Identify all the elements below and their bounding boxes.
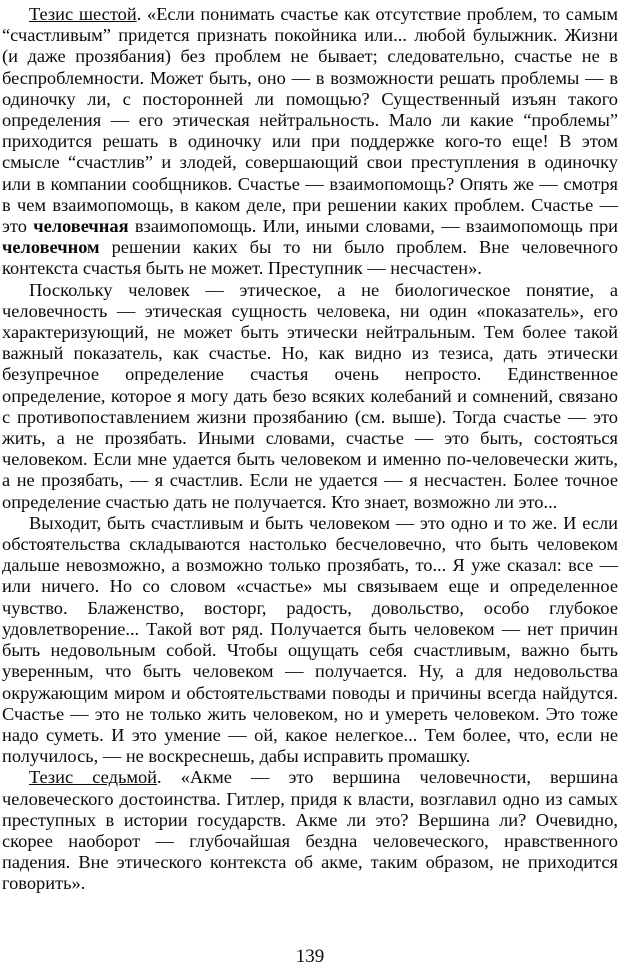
text-segment-underline: Тезис шестой [29, 4, 137, 24]
text-segment-normal: решении каких бы то ни было проблем. Вне человечного контекста счастья быть не может. Преступник — несчастен». [2, 237, 618, 279]
paragraph-conclusion [2, 513, 618, 767]
text-segment-underline: Тезис седьмой [29, 767, 158, 788]
text-segment-normal: взаимопомощь. Или, иными словами, — взаимопомощь при [128, 216, 618, 237]
text-segment-normal: . «Если понимать счастье как отсутствие проблем, то самым “счастливым” придется признать покойника или... любой булыжник. Жизни (и даже прозябания) без проблем не бывает; следовательно, счастье не в беспроблемности. Может быть, оно — в возможности решать проблемы — в одиночку ли, с посторонней ли помощью? Существенный изъян такого определения — его этическая нейтральность. Мало ли какие “проблемы” приходится решать в одиночку или при поддержке кого-то еще! В этом смысле “счастлив” и злодей, совершающий свои преступления в одиночку или в компании сообщников. Счастье — взаимопомощь? Опять же — смотря в чем взаимопомощь, в каком деле, при решении каких проблем. Счастье — это [2, 4, 618, 237]
page-number: 139 [295, 946, 325, 967]
text-segment-normal: Выходит, быть счастливым и быть человеком — это одно и то же. И если обстоятельства складываются настолько бесчеловечно, что быть человеком дальше невозможно, а возможно только прозябать, то... Я уже сказал: все — или ничего. Но со словом «счастье» мы связываем еще и определенное чувство. Блаженство, восторг, радость, довольство, особо глубокое удовлетворение... Такой вот ряд. Получается быть человеком — нет причин быть недовольным собой. Чтобы ощущать себя счастливым, важно быть уверенным, что быть человеком — получается. Ну, а для недовольства окружающим миром и обстоятельствами поводы и причины всегда найдутся. Счастье — это не только жить человеком, но и умереть человеком. Это тоже надо суметь. И это умение — ой, какое нелегкое... Тем более, что, если не получилось, — не воскреснешь, дабы исправить промашку. [2, 512, 618, 767]
paragraph-thesis-seven [2, 767, 618, 894]
text-segment-normal: Поскольку человек — этическое, а не биологическое понятие, а человечность — этическая сущность человека, ни один «показатель», его характеризующий, не может быть этически нейтральным. Тем более такой важный показатель, как счастье. Но, как видно из тезиса, дать этически безупречное определение счастья очень непросто. Единственное определение, которое я могу дать безо всяких колебаний и сомнений, связано с противопоставлением жизни прозябанию (см. выше). Тогда счастье — это жить, а не прозябать. Иными словами, счастье — это быть, состояться человеком. Если мне удается быть человеком и именно по-человечески жить, а не прозябать, — я счастлив. Если не удается — я несчастен. Более точное определение счастью дать не получается. Кто знает, возможно ли это... [2, 279, 618, 512]
text-segment-normal: . «Акме — это вершина человечности, вершина человеческого достоинства. Гитлер, придя к власти, возглавил одно из самых преступных в истории государств. Акме ли это? Вершина ли? Очевидно, скорее наоборот — глубочайшая бездна человеческого, нравственного падения. Вне этического контекста об акме, таким образом, не приходится говорить». [2, 767, 619, 894]
paragraph-thesis-six [2, 4, 618, 280]
paragraph-ethics-definition [2, 280, 618, 513]
text-segment-bold: человечная [33, 216, 129, 237]
text-segment-bold: человечном [2, 237, 100, 258]
